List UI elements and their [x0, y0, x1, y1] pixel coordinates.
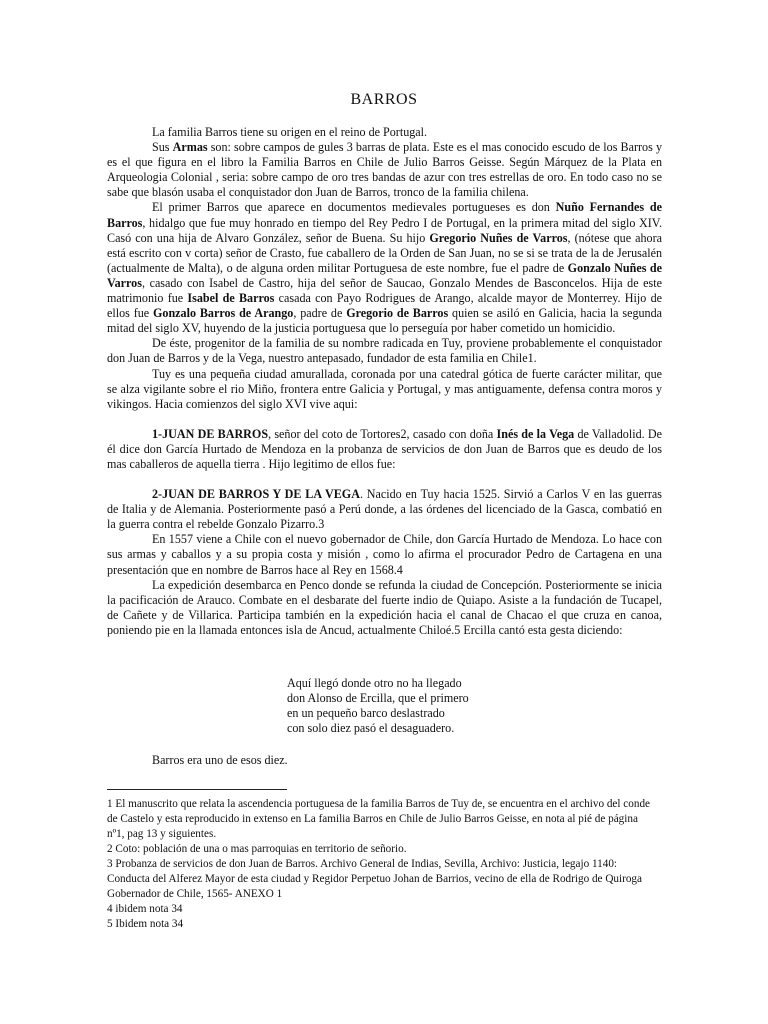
paragraph-tuy: Tuy es una pequeña ciudad amurallada, coronada por una catedral gótica de fuerte carácter militar, que se alza vigilante sobre el rio Miño, frontera entre Galicia y Portugal, y mas antiguamente, defensa contra moros y vikingos. Hacia comienzos del siglo XVI vive aqui:: [107, 366, 662, 411]
document-body: [107, 125, 662, 638]
paragraph-generation-2: [107, 487, 662, 532]
footnote-4: 4 ibidem nota 34: [107, 903, 183, 915]
footnote-1: 1 El manuscrito que relata la ascendencia portuguesa de la familia Barros de Tuy de, se encuentra en el archivo del conde de Castelo y esta reproducido in extenso en La familia Barros en Chile de Julio Barros Geisse, en nota al pié de página nº1, pag 13 y siguientes.: [107, 798, 651, 840]
poem-line: Aquí llegó donde otro no ha llegado: [287, 676, 462, 690]
bold-name: Gregorio Nuñes de Varros: [429, 230, 568, 245]
text-run: . Nacido en Tuy hacia 1525. Sirvió a Carlos V en las guerras de Italia y de Alemania. Posteriormente pasó a Perú donde, a las órdenes del licenciado de la Gasca, combatió en la guerra contra el rebelde Gonzalo Pizarro.3: [107, 487, 662, 532]
paragraph-generation-1: [107, 427, 662, 472]
paragraph-origin: La familia Barros tiene su origen en el reino de Portugal.: [152, 125, 428, 139]
text-run: Sus: [152, 140, 173, 155]
bold-term-armas: Armas: [172, 140, 208, 155]
text-run: , casado con Isabel de Castro, hija del señor de Saucao, Gonzalo Mendes de Basconcelos. Hija de este matrimonio fue: [107, 275, 662, 306]
bold-name: Gonzalo Nuñes de Varros: [107, 260, 662, 290]
text-run: , señor del coto de Tortores2, casado con doña: [268, 426, 497, 441]
poem-line: don Alonso de Ercilla, que el primero: [287, 691, 469, 706]
paragraph-expedition: La expedición desembarca en Penco donde se refunda la ciudad de Concepción. Posteriormente se inicia la pacificación de Arauco. Combate en el desbarate del fuerte indio de Quiapo. Asiste a la fundación de Tucapel, de Cañete y de Villarica. Participa también en la expedición hacia el canal de Chacao el que cruza en canoa, poniendo pie en la llamada entonces isla de Ancud, actualmente Chiloé.5 Ercilla cantó esta gesta diciendo:: [107, 577, 662, 637]
paragraph-arms: [107, 140, 662, 200]
footnotes: [107, 797, 652, 932]
footnote-separator: [107, 789, 287, 790]
text-run: El primer Barros que aparece en documentos medievales portugueses es don: [152, 200, 556, 215]
poem-quote: [287, 676, 469, 736]
footnote-5: 5 Ibidem nota 34: [107, 918, 184, 930]
bold-name: Gregorio de Barros: [346, 306, 449, 321]
bold-name: Isabel de Barros: [187, 291, 275, 306]
bold-name: Inés de la Vega: [496, 426, 575, 441]
text-run: de Valladolid. De él dice don García Hurtado de Mendoza en la probanza de servicios de don Juan de Barros que es deudo de los mas caballeros de aquella tierra . Hijo legitimo de ellos fue:: [107, 426, 663, 471]
text-run: casada con Payo Rodrigues de Arango, alcalde mayor de Monterrey. Hijo de ellos fue: [107, 291, 662, 321]
text-run: , padre de: [293, 306, 347, 321]
page-title: BARROS: [350, 91, 418, 108]
text-run: quien se asiló en Galicia, hacia la segunda mitad del siglo XV, huyendo de la justicia portuguesa que lo perseguía por haber cometido un homicidio.: [107, 306, 662, 336]
text-run: , hidalgo que fue muy honrado en tiempo del Rey Pedro I de Portugal, en la primera mitad del siglo XIV. Casó con una hija de Alvaro González, señor de Buena. Su hijo: [107, 215, 662, 245]
paragraph-progenitor: De éste, progenitor de la familia de su nombre radicada en Tuy, proviene probablemente el conquistador don Juan de Barros y de la Vega, nuestro antepasado, fundador de esta familia en Chile1.: [107, 336, 662, 366]
footnote-3: 3 Probanza de servicios de don Juan de Barros. Archivo General de Indias, Sevilla, Archivo: Justicia, legajo 1140: Conducta del Alferez Mayor de esta ciudad y Regidor Perpetuo Johan de Barrios, vecino de ella de Rodrigo de Quiroga Gobernador de Chile, 1565- ANEXO 1: [107, 858, 642, 900]
poem-line: en un pequeño barco deslastrado: [287, 706, 445, 721]
bold-heading-generation-2: 2-JUAN DE BARROS Y DE LA VEGA: [152, 487, 360, 502]
poem-line: con solo diez pasó el desaguadero.: [287, 721, 455, 736]
bold-heading-generation-1: 1-JUAN DE BARROS: [152, 426, 269, 441]
bold-name: Gonzalo Barros de Arango: [153, 306, 294, 321]
text-run: , (nótese que ahora está escrito con v corta) señor de Crasto, fue caballero de la Orden de San Juan, no se si se trata de la de Jerusalén (actualmente de Malta), o de alguna orden militar Portuguesa de este nombre, fue el padre de: [107, 230, 662, 275]
bold-name: Nuño Fernandes de Barros: [107, 200, 662, 230]
paragraph-arrival-chile: En 1557 viene a Chile con el nuevo gobernador de Chile, don García Hurtado de Mendoza. Lo hace con sus armas y caballos y a su propia costa y misión , como lo afirma el procurador Pedro de Cartagena en una presentación que en nombre de Barros hace al Rey en 1568.4: [107, 532, 662, 577]
paragraph-first-barros: [107, 200, 662, 336]
closing-line: Barros era uno de esos diez.: [152, 753, 288, 767]
footnote-2: 2 Coto: población de una o mas parroquias en territorio de señorio.: [107, 843, 407, 855]
text-run: son: sobre campos de gules 3 barras de plata. Este es el mas conocido escudo de los Barros y es el que figura en el libro la Familia Barros en Chile de Julio Barros Geisse. Según Márquez de la Plata en Arqueologia Colonial , seria: sobre campo de oro tres bandas de azur con tres estrellas de oro. En todo caso no se sabe que blasón usaba el conquistador don Juan de Barros, tronco de la familia chilena.: [107, 140, 662, 200]
